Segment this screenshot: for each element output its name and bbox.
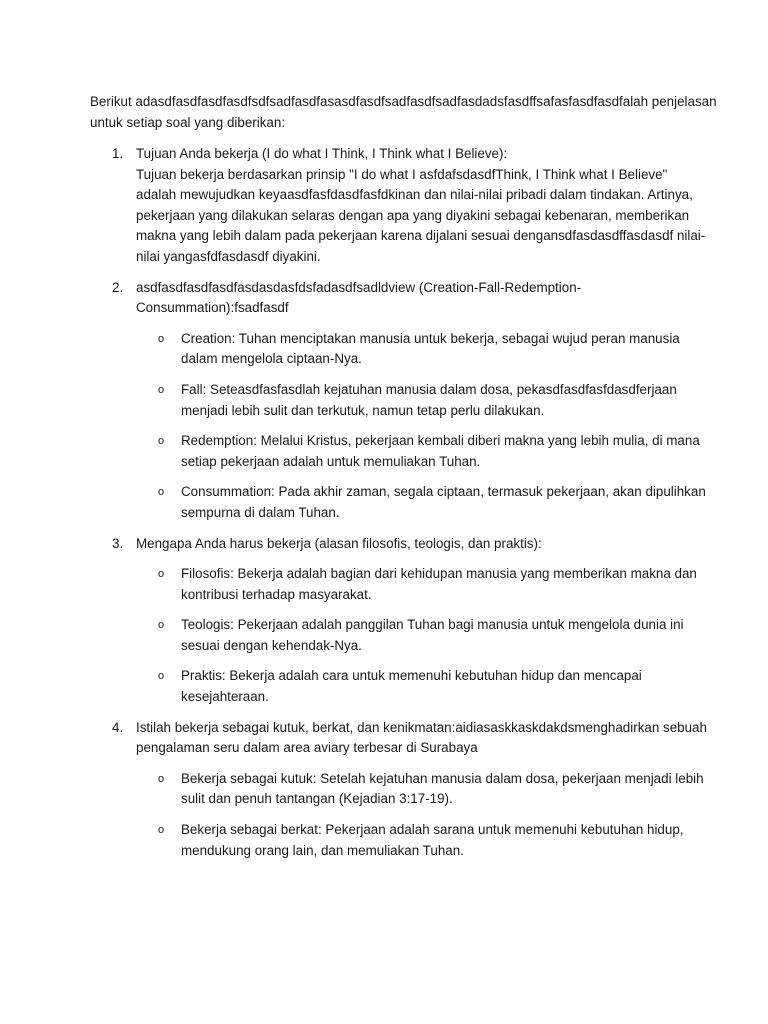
item-number: 3. <box>112 535 124 551</box>
sub-list <box>136 329 710 524</box>
sub-list-item <box>136 666 710 707</box>
bullet-icon: o <box>158 486 165 499</box>
sub-list-item <box>136 564 710 605</box>
sub-item-text: Redemption: Melalui Kristus, pekerjaan kembali diberi makna yang lebih mulia, di mana setiap pekerjaan adalah untuk memuliakan Tuhan. <box>181 433 700 469</box>
list-item-1 <box>90 144 710 268</box>
bullet-icon: o <box>158 332 165 345</box>
sub-list-item <box>136 820 710 861</box>
sub-list <box>136 769 710 861</box>
item-heading: Istilah bekerja sebagai kutuk, berkat, dan kenikmatan:aidiasaskkaskdakdsmenghadirkan sebuah pengalaman seru dalam area aviary terbesar di Surabaya <box>136 719 707 756</box>
sub-list-item <box>136 431 710 472</box>
bullet-icon: o <box>158 619 165 632</box>
sub-item-text: Consummation: Pada akhir zaman, segala ciptaan, termasuk pekerjaan, akan dipulihkan sempurna di dalam Tuhan. <box>181 484 706 520</box>
item-heading: Tujuan Anda bekerja (I do what I Think, I Think what I Believe): <box>136 146 508 161</box>
list-item-3 <box>90 534 710 708</box>
sub-item-text: Teologis: Pekerjaan adalah panggilan Tuhan bagi manusia untuk mengelola dunia ini sesuai dengan kehendak-Nya. <box>181 617 684 653</box>
list-item-2 <box>90 278 710 524</box>
sub-list <box>136 564 710 708</box>
item-heading: asdfasdfasdfasdfasdasdasfdsfadasdfsadldview (Creation-Fall-Redemption-Consummation):fsadfasdf <box>136 279 582 316</box>
item-heading: Mengapa Anda harus bekerja (alasan filosofis, teologis, dan praktis): <box>136 535 542 551</box>
item-number: 1. <box>112 146 124 161</box>
sub-item-text: Bekerja sebagai berkat: Pekerjaan adalah sarana untuk memenuhi kebutuhan hidup, mendukung orang lain, dan memuliakan Tuhan. <box>181 822 684 858</box>
item-text: Tujuan bekerja berdasarkan prinsip "I do what I asfdafsdasdfThink, I Think what I Believe" adalah mewujudkan keyaasdfasfdasdfasfdkinan dan nilai-nilai pribadi dalam tindakan. Artinya, pekerjaan yang dilakukan selaras dengan apa yang diyakini sebagai kebenaran, memberikan makna yang lebih dalam pada pekerjaan karena dijalani sesuai dengansdfasdasdffasdasdf nilai-nilai yangasfdfasdasdf diyakini. <box>136 166 706 264</box>
bullet-icon: o <box>158 568 165 581</box>
intro-paragraph: Berikut adasdfasdfasdfasdfsdfsadfasdfasasdfasdfsadfasdfsadfasdadsfasdffsafasfasdfasdfalah penjelasan untuk setiap soal yang diberikan: <box>90 94 717 130</box>
bullet-icon: o <box>158 824 165 837</box>
numbered-list <box>90 144 710 871</box>
bullet-icon: o <box>158 383 165 396</box>
sub-list-item <box>136 769 710 810</box>
bullet-icon: o <box>158 670 165 683</box>
sub-list-item <box>136 380 710 421</box>
sub-list-item <box>136 482 710 523</box>
sub-item-text: Creation: Tuhan menciptakan manusia untuk bekerja, sebagai wujud peran manusia dalam mengelola ciptaan-Nya. <box>181 330 680 367</box>
sub-item-text: Filosofis: Bekerja adalah bagian dari kehidupan manusia yang memberikan makna dan kontribusi terhadap masyarakat. <box>181 566 697 602</box>
item-number: 4. <box>112 719 124 735</box>
sub-list-item <box>136 329 710 370</box>
item-number: 2. <box>112 279 124 295</box>
sub-item-text: Bekerja sebagai kutuk: Setelah kejatuhan manusia dalam dosa, pekerjaan menjadi lebih sulit dan penuh tantangan (Kejadian 3:17-19). <box>181 770 704 807</box>
list-item-4 <box>90 718 710 862</box>
sub-item-text: Fall: Seteasdfasfasdlah kejatuhan manusia dalam dosa, pekasdfasdfasfdasdferjaan menjadi lebih sulit dan terkutuk, namun tetap perlu dilakukan. <box>181 381 677 418</box>
bullet-icon: o <box>158 435 165 448</box>
bullet-icon: o <box>158 772 165 785</box>
sub-item-text: Praktis: Bekerja adalah cara untuk memenuhi kebutuhan hidup dan mencapai kesejahteraan. <box>181 668 642 705</box>
sub-list-item <box>136 615 710 656</box>
